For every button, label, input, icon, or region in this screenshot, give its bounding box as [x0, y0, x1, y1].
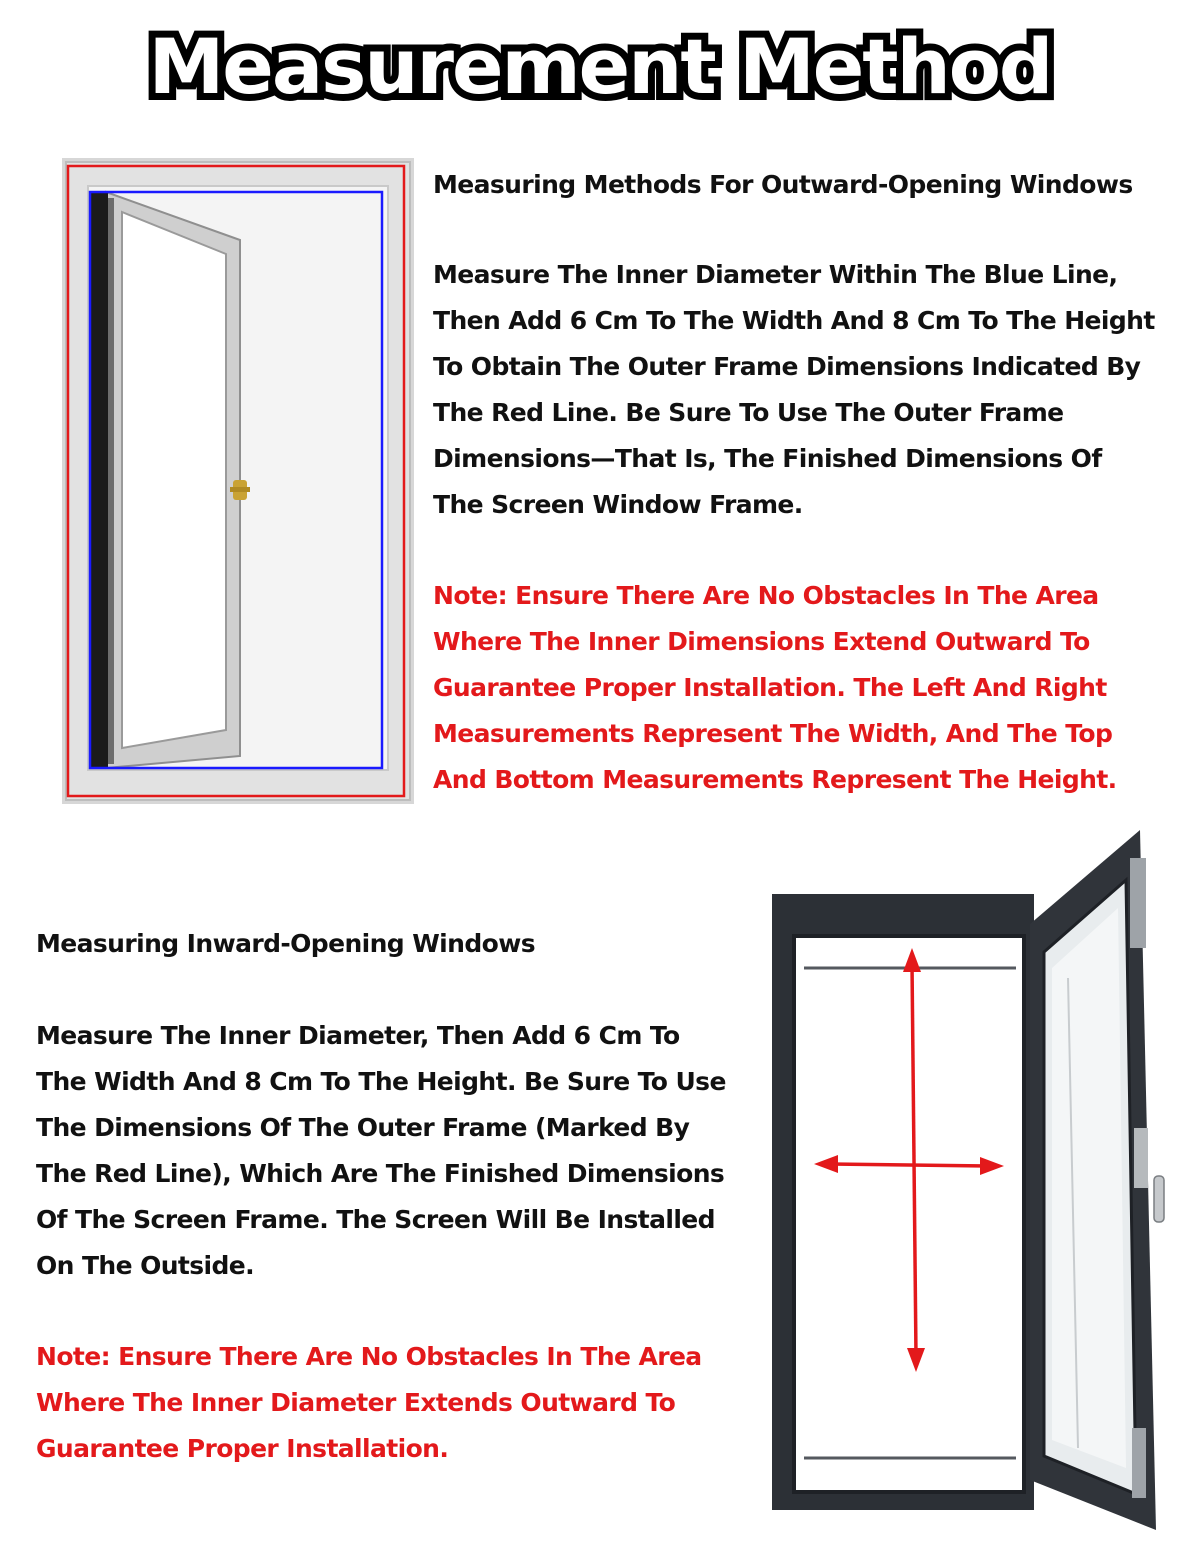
outward-note: Note: Ensure There Are No Obstacles In The Area Where The Inner Dimensions Extend Outward To Guarantee Proper Installation. The Left And Right Measurements Represent The Width, And The Top And Bottom Measurements Represent The Height.: [433, 581, 1117, 794]
outward-window-illustration: [62, 158, 414, 804]
inward-heading: Measuring Inward-Opening Windows: [36, 929, 536, 958]
inward-handle-icon: [1154, 1176, 1164, 1222]
inward-window-illustration: [768, 828, 1192, 1532]
inward-instructions: Measure The Inner Diameter, Then Add 6 Cm To The Width And 8 Cm To The Height. Be Sure To Use The Dimensions Of The Outer Frame (Marked By The Red Line), Which Are The Finished Dimensions Of The Screen Frame. The Screen Will Be Installed On The Outside.: [36, 1021, 726, 1280]
page-title: Measurement Method: [148, 22, 1052, 111]
inward-note: Note: Ensure There Are No Obstacles In The Area Where The Inner Diameter Extends Outward To Guarantee Proper Installation.: [36, 1342, 702, 1463]
outward-heading: Measuring Methods For Outward-Opening Windows: [433, 170, 1133, 199]
outward-instructions: Measure The Inner Diameter Within The Blue Line, Then Add 6 Cm To The Width And 8 Cm To The Height To Obtain The Outer Frame Dimensions Indicated By The Red Line. Be Sure To Use The Outer Frame Dimensions—That Is, The Finished Dimensions Of The Screen Window Frame.: [433, 260, 1155, 519]
